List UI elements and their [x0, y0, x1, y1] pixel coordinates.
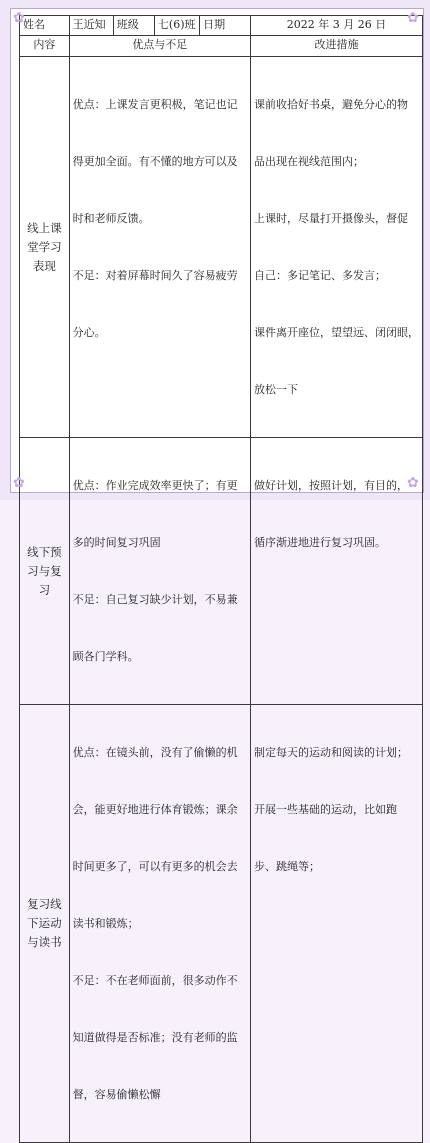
class-value: 七(6)班: [154, 16, 199, 36]
flower-decoration-icon: ✿: [407, 10, 419, 26]
text-line: 读书和锻炼；: [72, 917, 139, 930]
text-line: 制定每天的运动和阅读的计划；: [253, 746, 408, 759]
text-line: 优点：在镜头前，没有了偷懒的机: [72, 746, 238, 759]
text-line: 顾各门学科。: [72, 650, 139, 663]
text-line: 不足：对着屏幕时间久了容易疲劳: [72, 269, 238, 282]
text-line: 自己：多记笔记、多发言；: [253, 269, 386, 282]
column-header-content: 内容: [20, 36, 70, 57]
text-line: 课前收拾好书桌，避免分心的物: [253, 98, 408, 111]
text-line: 循序渐进地进行复习巩固。: [253, 536, 386, 549]
name-label: 姓名: [20, 16, 70, 36]
text-line: 品出现在视线范围内；: [253, 155, 364, 168]
row-label: 线下预习与复习: [20, 438, 70, 705]
text-line: 时和老师反馈。: [72, 212, 150, 225]
row-label: 复习线下运动与读书: [20, 705, 70, 1143]
text-line: 会，能更好地进行体育锻炼；课余: [72, 803, 238, 816]
text-line: 多的时间复习巩固: [72, 536, 161, 549]
text-line: 上课时，尽量打开摄像头，督促: [253, 212, 408, 225]
date-value: 2022 年 3 月 26 日: [250, 16, 422, 36]
text-line: 做好计划，按照计划，有目的，: [253, 479, 408, 492]
table-row: [20, 705, 423, 1143]
evaluation-sheet: [10, 8, 424, 1101]
date-label: 日期: [200, 16, 251, 36]
text-line: 督，容易偷懒松懈: [72, 1088, 161, 1101]
text-line: 时间更多了，可以有更多的机会去: [72, 860, 238, 873]
column-header-row: [20, 36, 423, 57]
measures-cell: [250, 705, 422, 1143]
text-line: 开展一些基础的运动，比如跑: [253, 803, 397, 816]
flower-decoration-icon: ✿: [13, 475, 25, 491]
text-line: 优点：作业完成效率更快了；有更: [72, 479, 238, 492]
table-row: [20, 57, 423, 438]
column-header-pros-cons: 优点与不足: [69, 36, 250, 57]
reflection-table: [19, 15, 423, 1143]
flower-decoration-icon: ✿: [13, 10, 25, 26]
measures-cell: [250, 57, 422, 438]
text-line: 步、跳绳等；: [253, 860, 320, 873]
name-value: 王近知: [69, 16, 113, 36]
pros-cons-cell: [69, 57, 250, 438]
text-line: 优点：上课发言更积极，笔记也记: [72, 98, 238, 111]
row-label: 线上课堂学习表现: [20, 57, 70, 438]
flower-decoration-icon: ✿: [407, 475, 419, 491]
measures-cell: [250, 438, 422, 705]
text-line: 得更加全面。有不懂的地方可以及: [72, 155, 238, 168]
text-line: 分心。: [72, 326, 106, 339]
text-line: 不足：不在老师面前，很多动作不: [72, 974, 238, 987]
class-label: 班级: [113, 16, 154, 36]
pros-cons-cell: [69, 438, 250, 705]
text-line: 课件离开座位，望望远、闭闭眼，: [253, 326, 419, 339]
column-header-measures: 改进措施: [250, 36, 422, 57]
text-line: 放松一下: [253, 383, 298, 396]
pros-cons-cell: [69, 705, 250, 1143]
text-line: 不足：自己复习缺少计划，不易兼: [72, 593, 238, 606]
header-row: [20, 16, 423, 36]
table-row: [20, 438, 423, 705]
text-line: 知道做得是否标准；没有老师的监: [72, 1031, 238, 1044]
